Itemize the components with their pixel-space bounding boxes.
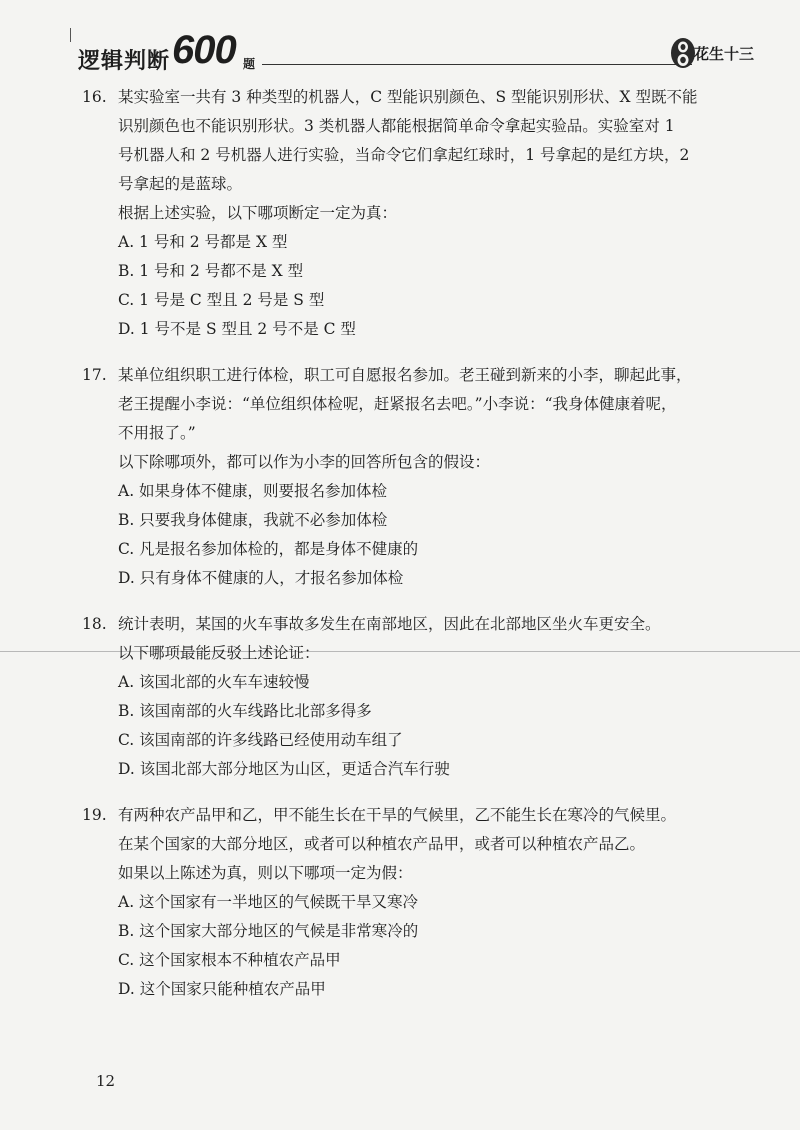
question-stem-line: 号机器人和 2 号机器人进行实验，当命令它们拿起红球时，1 号拿起的是红方块，2	[118, 146, 690, 164]
option-a: A. 如果身体不健康，则要报名参加体检	[118, 482, 388, 500]
option-d: D. 这个国家只能种植农产品甲	[118, 980, 326, 998]
question-stem-line: 老王提醒小李说：“单位组织体检呢，赶紧报名去吧。”小李说：“我身体健康着呢，	[118, 395, 677, 413]
options-list	[82, 477, 732, 593]
question-number: 18.	[82, 615, 107, 633]
brand-name: 花生十三	[693, 44, 754, 63]
question-stem-line: 某单位组织职工进行体检，职工可自愿报名参加。老王碰到新来的小李，聊起此事，	[118, 366, 692, 384]
options-list	[82, 888, 732, 1004]
option-d: D. 该国北部大部分地区为山区，更适合汽车行驶	[118, 760, 450, 778]
margin-mark	[70, 28, 71, 42]
options-list	[82, 228, 732, 344]
page-header	[78, 22, 754, 72]
question-17	[82, 361, 732, 593]
question-stem-line: 有两种农产品甲和乙，甲不能生长在干旱的气候里，乙不能生长在寒冷的气候里。	[118, 806, 677, 824]
option-d: D. 只有身体不健康的人，才报名参加体检	[118, 569, 404, 587]
question-18	[82, 610, 732, 784]
question-number: 17.	[82, 366, 107, 384]
book-title-suffix: 题	[243, 57, 256, 71]
option-d: D. 1 号不是 S 型且 2 号不是 C 型	[118, 320, 356, 338]
option-a: A. 该国北部的火车车速较慢	[118, 673, 310, 691]
option-b: B. 这个国家大部分地区的气候是非常寒冷的	[118, 922, 419, 940]
question-number: 19.	[82, 806, 107, 824]
book-title-number: 600	[172, 28, 236, 72]
question-prompt: 根据上述实验，以下哪项断定一定为真：	[118, 204, 398, 222]
options-list	[82, 668, 732, 784]
option-c: C. 这个国家根本不种植农产品甲	[118, 951, 341, 969]
question-stem-line: 不用报了。”	[118, 424, 196, 442]
option-a: A. 1 号和 2 号都是 X 型	[118, 233, 288, 251]
question-stem-line: 识别颜色也不能识别形状。3 类机器人都能根据简单命令拿起实验品。实验室对 1	[118, 117, 675, 135]
question-19	[82, 801, 732, 1004]
option-b: B. 1 号和 2 号都不是 X 型	[118, 262, 304, 280]
option-c: C. 凡是报名参加体检的，都是身体不健康的	[118, 540, 419, 558]
question-stem-line: 在某个国家的大部分地区，或者可以种植农产品甲，或者可以种植农产品乙。	[118, 835, 646, 853]
brand-badge	[668, 36, 754, 70]
question-number: 16.	[82, 88, 107, 106]
question-prompt: 以下哪项最能反驳上述论证：	[118, 644, 320, 662]
option-b: B. 该国南部的火车线路比北部多得多	[118, 702, 372, 720]
page-number: 12	[96, 1072, 116, 1090]
option-c: C. 该国南部的许多线路已经使用动车组了	[118, 731, 403, 749]
book-title: 逻辑判断	[78, 48, 171, 74]
question-prompt: 以下除哪项外，都可以作为小李的回答所包含的假设：	[118, 453, 491, 471]
option-c: C. 1 号是 C 型且 2 号是 S 型	[118, 291, 325, 309]
header-rule	[262, 64, 692, 65]
option-a: A. 这个国家有一半地区的气候既干旱又寒冷	[118, 893, 419, 911]
question-prompt: 如果以上陈述为真，则以下哪项一定为假：	[118, 864, 413, 882]
question-stem-line: 统计表明，某国的火车事故多发生在南部地区，因此在北部地区坐火车更安全。	[118, 615, 661, 633]
question-16	[82, 83, 732, 344]
question-stem-line: 号拿起的是蓝球。	[118, 175, 243, 193]
question-stem-line: 某实验室一共有 3 种类型的机器人，C 型能识别颜色、S 型能识别形状、X 型既不能	[118, 88, 698, 106]
option-b: B. 只要我身体健康，我就不必参加体检	[118, 511, 388, 529]
